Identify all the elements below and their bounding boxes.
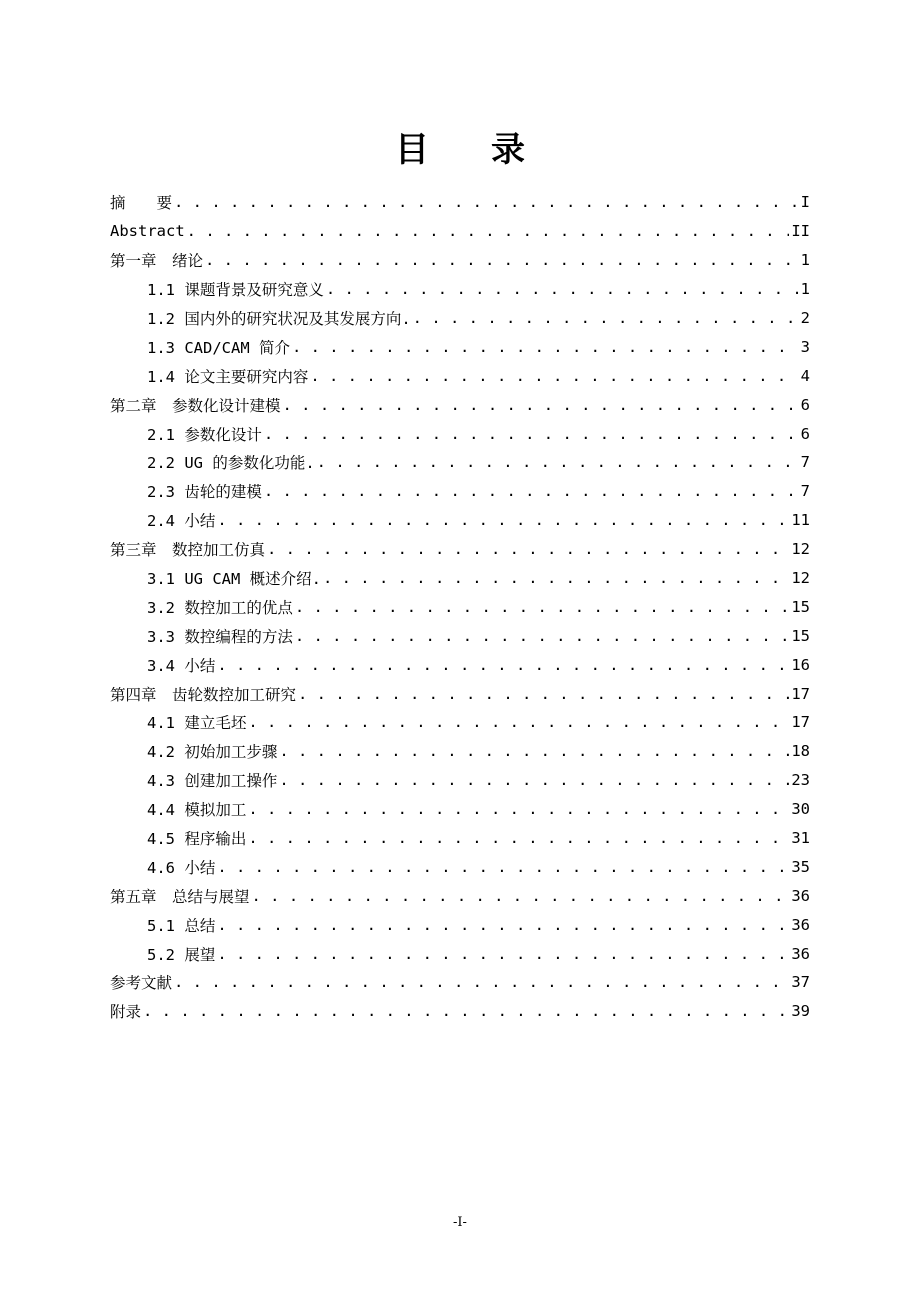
toc-entry[interactable] (110, 592, 810, 621)
dot-leader (217, 858, 789, 876)
toc-entry-page: 15 (791, 597, 810, 616)
dot-leader (295, 598, 790, 616)
dot-leader (217, 945, 789, 963)
toc-entry-label: 第二章 参数化设计建模 (110, 396, 281, 415)
toc-entry-label: 2.4 小结 (147, 512, 216, 531)
toc-entry-label: 2.2 UG 的参数化功能. (147, 454, 315, 473)
toc-entry-page: 1 (800, 251, 810, 270)
dot-leader (279, 771, 789, 789)
toc-entry[interactable] (110, 795, 810, 824)
toc-entry-label: 参考文献 (110, 974, 173, 993)
toc-entry-page: 37 (791, 973, 810, 992)
dot-leader (217, 656, 789, 674)
toc-entry[interactable] (110, 968, 810, 997)
toc-entry-label: 3.1 UG CAM 概述介绍. (147, 570, 321, 589)
toc-entry[interactable] (110, 332, 810, 361)
toc-entry-page: 12 (791, 569, 810, 588)
toc-entry-page: 12 (791, 540, 810, 559)
toc-entry[interactable] (110, 824, 810, 853)
toc-entry-label: 1.1 课题背景及研究意义 (147, 281, 324, 300)
toc-entry-page: 15 (791, 626, 810, 645)
toc-entry-label: 第五章 总结与展望 (110, 887, 250, 906)
toc-entry-label: 2.1 参数化设计 (147, 425, 262, 444)
dot-leader (323, 569, 789, 587)
toc-entry-label: 4.5 程序输出 (147, 830, 247, 849)
toc-entry[interactable] (110, 708, 810, 737)
toc-entry-label: Abstract (110, 222, 185, 241)
dot-leader (310, 367, 798, 385)
toc-entry-label: 1.3 CAD/CAM 简介 (147, 338, 290, 357)
toc-entry-page: 23 (791, 771, 810, 790)
toc-entry[interactable] (110, 939, 810, 968)
toc-entry-label: 摘 要 (110, 194, 173, 213)
dot-leader (143, 1002, 789, 1020)
dot-leader (264, 425, 799, 443)
toc-entry[interactable] (110, 188, 810, 217)
toc-entry[interactable] (110, 737, 810, 766)
toc-entry[interactable] (110, 304, 810, 333)
dot-leader (298, 685, 789, 703)
toc-entry[interactable] (110, 564, 810, 593)
toc-entry-page: 2 (800, 309, 810, 327)
toc-entry-page: 36 (791, 915, 810, 934)
toc-entry[interactable] (110, 621, 810, 650)
dot-leader (295, 627, 790, 645)
toc-entry-label: 4.6 小结 (147, 858, 216, 877)
toc-entry-label: 附录 (110, 1003, 142, 1022)
toc-entry-page: 6 (800, 395, 810, 414)
toc-entry[interactable] (110, 246, 810, 275)
dot-leader (205, 251, 799, 269)
toc-entry-label: 第三章 数控加工仿真 (110, 541, 266, 560)
toc-entry[interactable] (110, 852, 810, 881)
toc-entry-page: 11 (791, 511, 810, 530)
dot-leader (174, 973, 789, 991)
toc-entry-page: 17 (791, 713, 810, 732)
dot-leader (267, 540, 789, 558)
dot-leader (279, 742, 789, 760)
toc-entry-page: 39 (791, 1002, 810, 1021)
toc-entry[interactable] (110, 361, 810, 390)
toc-entry-label: 5.2 展望 (147, 945, 216, 964)
toc-entry-page: 17 (791, 684, 810, 703)
toc-entry[interactable] (110, 766, 810, 795)
toc-entry[interactable] (110, 448, 810, 477)
toc-entry[interactable] (110, 506, 810, 535)
toc-entry-page: 18 (791, 742, 810, 761)
toc-entry[interactable] (110, 419, 810, 448)
toc-entry-page: 30 (791, 800, 810, 819)
toc-entry[interactable] (110, 650, 810, 679)
toc-entry-label: 4.1 建立毛坯 (147, 714, 247, 733)
toc-entry-page: 36 (791, 944, 810, 963)
toc-entry-label: 第四章 齿轮数控加工研究 (110, 685, 297, 704)
dot-leader (217, 916, 789, 934)
toc-entry-page: II (791, 222, 810, 241)
page-number-footer: -I- (453, 1215, 467, 1230)
dot-leader (317, 453, 799, 471)
toc-entry-label: 2.3 齿轮的建模 (147, 483, 262, 502)
toc-entry-page: 3 (800, 337, 810, 356)
dot-leader (292, 338, 799, 356)
toc-entry-page: 36 (791, 886, 810, 905)
toc-entry-label: 1.2 国内外的研究状况及其发展方向. (147, 310, 411, 328)
dot-leader (248, 829, 789, 847)
toc-entry-label: 4.3 创建加工操作 (147, 772, 278, 791)
toc-entry-label: 3.3 数控编程的方法 (147, 627, 293, 646)
toc-entry-page: 7 (800, 453, 810, 472)
toc-entry-label: 3.2 数控加工的优点 (147, 598, 293, 617)
toc-entry-page: 4 (800, 366, 810, 385)
toc-entry-label: 4.2 初始加工步骤 (147, 743, 278, 762)
toc-entry-page: 31 (791, 829, 810, 848)
toc-entry-label: 第一章 绪论 (110, 252, 204, 271)
dot-leader (252, 887, 790, 905)
toc-entry[interactable] (110, 477, 810, 506)
toc-entry[interactable] (110, 535, 810, 564)
table-of-contents (110, 188, 810, 1026)
toc-entry-page: 35 (791, 857, 810, 876)
dot-leader (283, 396, 799, 414)
toc-entry-page: 7 (800, 482, 810, 501)
toc-entry[interactable] (110, 910, 810, 939)
toc-entry-page: 6 (800, 424, 810, 443)
title-char-1: 目 (395, 130, 429, 170)
dot-leader (248, 713, 789, 731)
dot-leader (264, 482, 799, 500)
toc-entry-label: 4.4 模拟加工 (147, 801, 247, 820)
toc-entry[interactable] (110, 390, 810, 419)
toc-entry-page: 1 (800, 280, 810, 299)
toc-entry[interactable] (110, 275, 810, 304)
dot-leader (326, 280, 799, 298)
title-char-2: 录 (491, 130, 525, 170)
dot-leader (217, 511, 789, 529)
toc-entry[interactable] (110, 217, 810, 246)
toc-entry-page: 16 (791, 655, 810, 674)
toc-entry[interactable] (110, 679, 810, 708)
toc-entry-label: 5.1 总结 (147, 916, 216, 935)
page-title (0, 122, 920, 171)
dot-leader (248, 800, 789, 818)
dot-leader (174, 193, 799, 211)
dot-leader (413, 309, 799, 327)
toc-entry[interactable] (110, 881, 810, 910)
toc-entry[interactable] (110, 997, 810, 1026)
toc-entry-label: 3.4 小结 (147, 656, 216, 675)
toc-entry-page: I (800, 193, 810, 212)
toc-entry-label: 1.4 论文主要研究内容 (147, 367, 309, 386)
dot-leader (187, 222, 790, 240)
